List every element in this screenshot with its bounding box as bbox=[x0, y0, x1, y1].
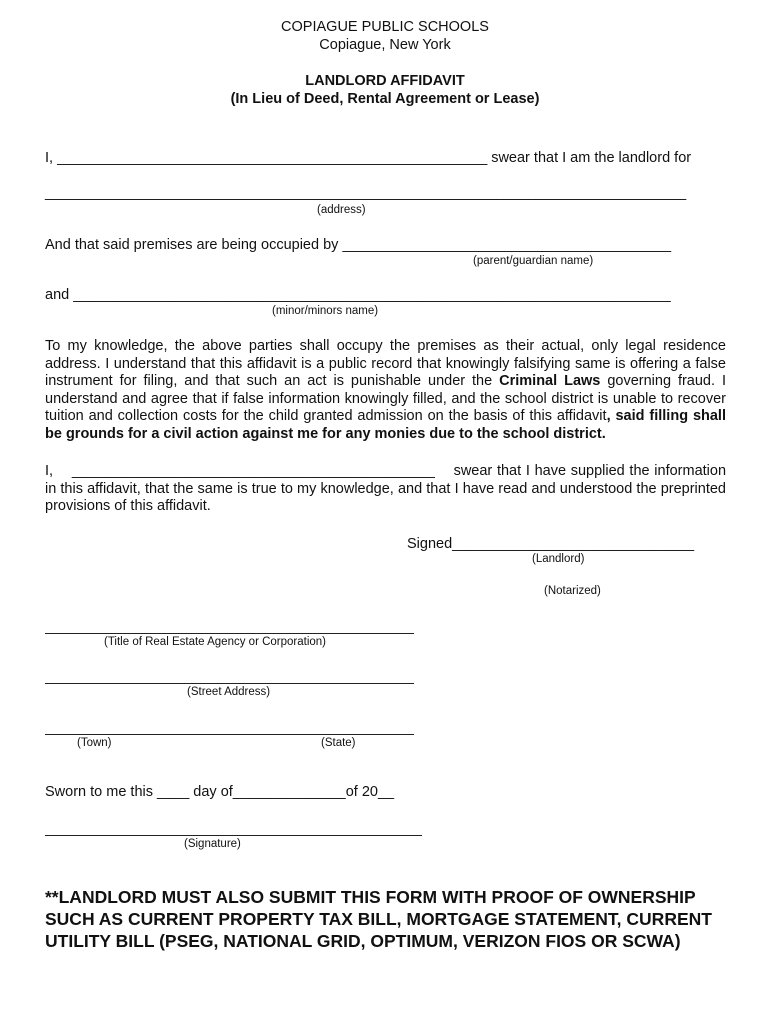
knowledge-text-2: governing fraud. I understand and agree that if false information knowingly filled, and the school district is unable to recover tuition and collection costs for the child granted admission on the basis of this affidavit bbox=[45, 373, 727, 425]
occupied-line bbox=[45, 237, 671, 253]
address-caption: (address) bbox=[317, 204, 366, 216]
notary-signature-caption: (Signature) bbox=[184, 838, 241, 850]
address-field[interactable]: _________________________________________________________________________________ bbox=[45, 185, 687, 201]
agency-caption: (Title of Real Estate Agency or Corporation) bbox=[104, 636, 327, 648]
signed-label: Signed bbox=[407, 536, 453, 552]
minor-line bbox=[45, 287, 671, 303]
street-caption: (Street Address) bbox=[187, 686, 271, 698]
criminal-laws-text: Criminal Laws bbox=[499, 373, 601, 390]
form-subtitle: (In Lieu of Deed, Rental Agreement or Lease) bbox=[230, 91, 540, 107]
landlord-line bbox=[45, 150, 691, 166]
supplied-text: swear that I have supplied the information in this affidavit, that the same is true to my knowledge, and that I have read and understood the preprinted provisions of this affidavit. bbox=[45, 463, 727, 515]
knowledge-paragraph bbox=[45, 338, 726, 444]
street-field[interactable] bbox=[45, 683, 414, 684]
notarized-caption: (Notarized) bbox=[544, 585, 601, 597]
supplied-prefix: I, bbox=[45, 463, 54, 479]
school-location: Copiague, New York bbox=[319, 37, 451, 53]
landlord-name-field[interactable]: ______________________________________________________ bbox=[57, 150, 488, 166]
town-caption: (Town) bbox=[77, 737, 112, 749]
agency-field[interactable] bbox=[45, 633, 414, 634]
landlord-prefix: I, bbox=[45, 150, 54, 166]
guardian-caption: (parent/guardian name) bbox=[473, 255, 594, 267]
form-title: LANDLORD AFFIDAVIT bbox=[305, 73, 465, 89]
minor-name-field[interactable]: ___________________________________________________________________________ bbox=[73, 287, 671, 303]
occupied-text: And that said premises are being occupied by bbox=[45, 237, 339, 253]
civil-action-text: , said filling shall be grounds for a civil action against me for any monies due to the school district. bbox=[45, 408, 726, 442]
landlord-suffix: swear that I am the landlord for bbox=[491, 150, 692, 166]
school-name: COPIAGUE PUBLIC SCHOOLS bbox=[281, 19, 489, 35]
sworn-line[interactable]: Sworn to me this ____ day of______________of 20__ bbox=[45, 784, 395, 800]
town-state-field[interactable] bbox=[45, 734, 414, 735]
guardian-name-field[interactable]: _________________________________________ bbox=[342, 237, 672, 253]
signed-line bbox=[407, 536, 694, 552]
knowledge-text-1: To my knowledge, the above parties shall occupy the premises as their actual, only legal residence address. I understand that this affidavit is a public record that knowingly falsifying same is offering a false instrument for filing, and that such an act is punishable under the bbox=[45, 338, 726, 390]
notary-signature-field[interactable] bbox=[45, 835, 422, 836]
supplied-paragraph bbox=[45, 463, 726, 516]
supplied-name-field[interactable]: _____________________________________________ bbox=[71, 463, 435, 479]
ownership-notice: **LANDLORD MUST ALSO SUBMIT THIS FORM WITH PROOF OF OWNERSHIP SUCH AS CURRENT PROPERTY TAX BILL, MORTGAGE STATEMENT, CURRENT UTILITY BILL (PSEG, NATIONAL GRID, OPTIMUM, VERIZON FIOS OR SCWA) bbox=[45, 887, 712, 951]
state-caption: (State) bbox=[321, 737, 356, 749]
landlord-signature-field[interactable]: ______________________________ bbox=[452, 536, 695, 552]
landlord-caption: (Landlord) bbox=[532, 553, 585, 565]
minor-caption: (minor/minors name) bbox=[272, 305, 379, 317]
minor-prefix: and bbox=[45, 287, 70, 303]
